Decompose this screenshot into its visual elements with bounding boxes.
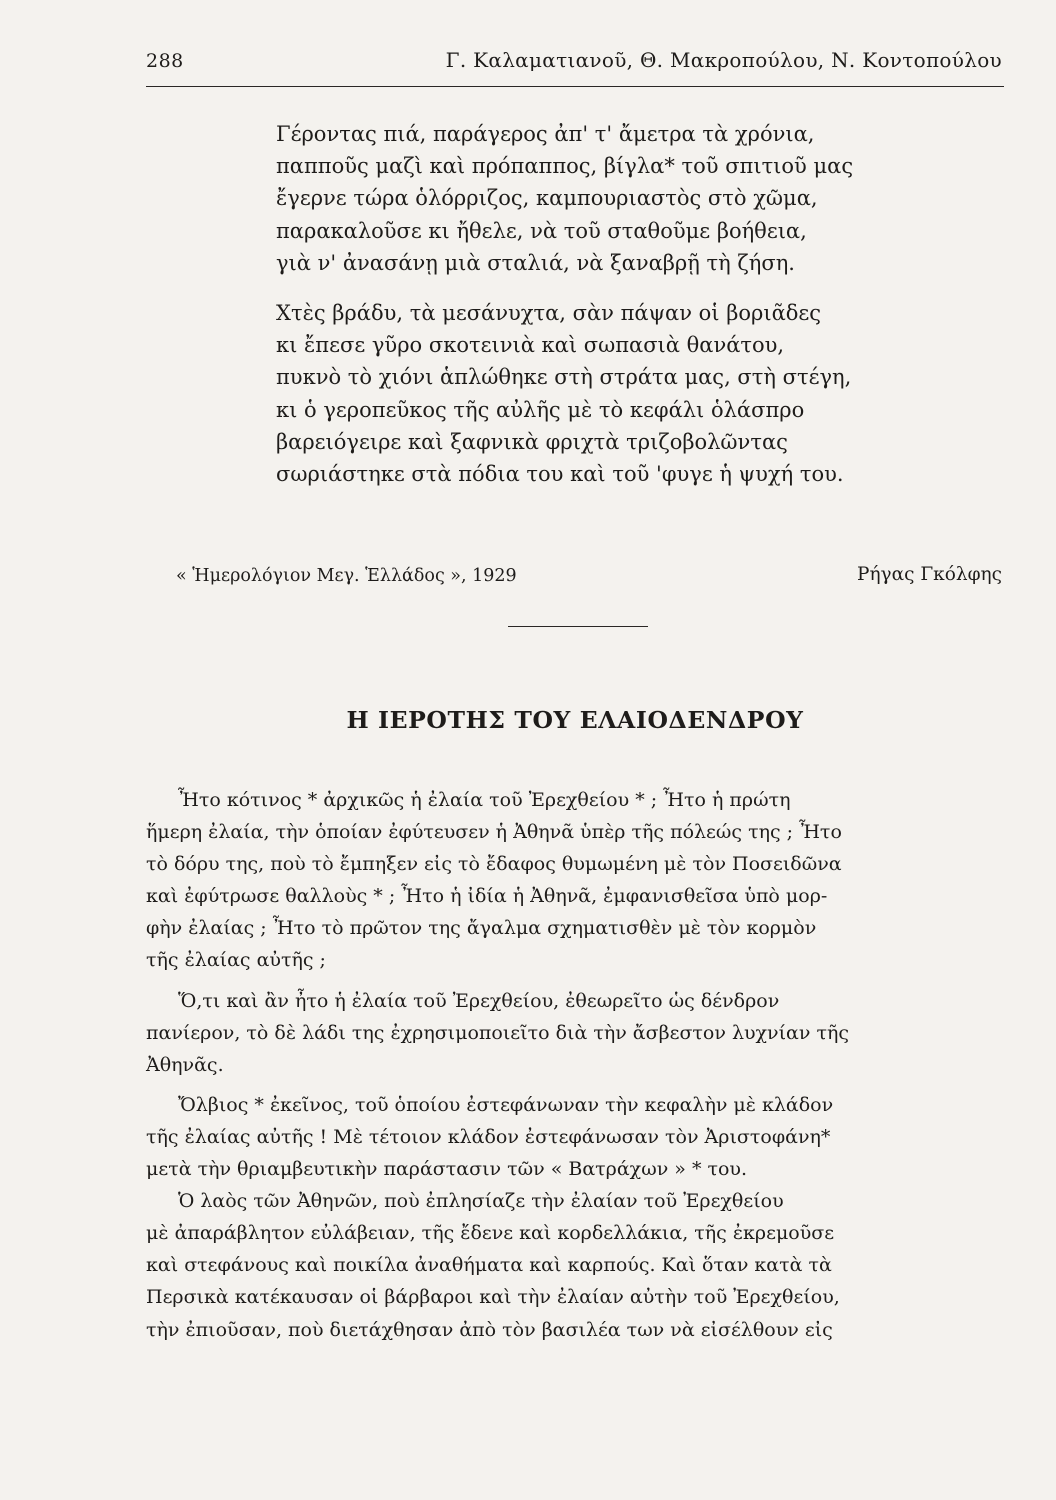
paragraph-2 xyxy=(146,985,1014,1081)
poem-verse: παρακαλοῦσε κι ἤθελε, νὰ τοῦ σταθοῦμε βοήθεια, xyxy=(276,218,807,243)
poem-attribution xyxy=(176,566,1002,596)
poem-verse: Γέροντας πιά, παράγερος ἀπ' τ' ἄμετρα τὰ χρόνια, xyxy=(276,122,815,146)
poem-verse: ἔγερνε τώρα ὁλόρριζος, καμπουριαστὸς στὸ χῶμα, xyxy=(276,186,818,211)
paragraph-line: καὶ στεφάνους καὶ ποικίλα ἀναθήματα καὶ καρπούς. Καὶ ὅταν κατὰ τὰ xyxy=(146,1254,832,1277)
paragraph-line: Ἦτο κότινος * ἀρχικῶς ἡ ἐλαία τοῦ Ἐρεχθείου * ; Ἦτο ἡ πρώτη xyxy=(178,789,791,811)
paragraph-line: τὸ δόρυ της, ποὺ τὸ ἔμπηξεν εἰς τὸ ἔδαφος θυμωμένη μὲ τὸν Ποσειδῶνα xyxy=(146,853,842,876)
running-title: Γ. Καλαματιανοῦ, Θ. Μακροπούλου, Ν. Κοντοπούλου xyxy=(445,48,1002,72)
paragraph-line: καὶ ἐφύτρωσε θαλλοὺς * ; Ἦτο ἡ ἰδία ἡ Ἀθηνᾶ, ἐμφανισθεῖσα ὑπὸ μορ- xyxy=(146,885,828,908)
paragraph-line: φὴν ἐλαίας ; Ἦτο τὸ πρῶτον της ἄγαλμα σχηματισθὲν μὲ τὸν κορμὸν xyxy=(146,917,817,940)
poem-verse: σωριάστηκε στὰ πόδια του καὶ τοῦ 'φυγε ἡ ψυχή του. xyxy=(276,461,844,486)
poem-verse: κι ὁ γεροπεῦκος τῆς αὐλῆς μὲ τὸ κεφάλι ὁλάσπρο xyxy=(276,397,805,422)
poem-verse: Χτὲς βράδυ, τὰ μεσάνυχτα, σὰν πάψαν οἱ βοριᾶδες xyxy=(276,300,822,325)
paragraph-3 xyxy=(146,1089,1014,1185)
paragraph-line: ἥμερη ἐλαία, τὴν ὁποίαν ἐφύτευσεν ἡ Ἀθηνᾶ ὑπὲρ τῆς πόλεώς της ; Ἦτο xyxy=(146,821,842,844)
poem-verse: γιὰ ν' ἀνασάνῃ μιὰ σταλιά, νὰ ξαναβρῇ τὴ ζήση. xyxy=(276,250,795,275)
section-title: Η ΙΕΡΟΤΗΣ ΤΟΥ ΕΛΑΙΟΔΕΝΔΡΟΥ xyxy=(346,706,804,734)
poem-verse: βαρειόγειρε καὶ ξαφνικὰ φριχτὰ τριζοβολῶντας xyxy=(276,429,788,454)
paragraph-line: τῆς ἐλαίας αὐτῆς ; xyxy=(146,949,326,972)
paragraph-line: τὴν ἐπιοῦσαν, ποὺ διετάχθησαν ἀπὸ τὸν βασιλέα των νὰ εἰσέλθουν εἰς xyxy=(146,1318,833,1341)
paragraph-line: Ὁ λαὸς τῶν Ἀθηνῶν, ποὺ ἐπλησίαζε τὴν ἐλαίαν τοῦ Ἐρεχθείου xyxy=(178,1190,784,1213)
poem-verse: παπποῦς μαζὶ καὶ πρόπαππος, βίγλα* τοῦ σπιτιοῦ μας xyxy=(276,154,854,179)
poem-stanza-2 xyxy=(276,297,996,490)
paragraph-line: Ἀθηνᾶς. xyxy=(146,1053,224,1076)
poem-author: Ρήγας Γκόλφης xyxy=(857,564,1002,585)
poem-stanza-1 xyxy=(276,118,996,279)
paragraph-line: Περσικὰ κατέκαυσαν οἱ βάρβαροι καὶ τὴν ἐλαίαν αὐτὴν τοῦ Ἐρεχθείου, xyxy=(146,1286,840,1309)
header-rule xyxy=(146,86,1004,87)
poem-verse: κι ἔπεσε γῦρο σκοτεινιὰ καὶ σωπασιὰ θανάτου, xyxy=(276,333,785,358)
page-number: 288 xyxy=(146,50,184,72)
section-body xyxy=(146,784,1014,1346)
paragraph-line: Ὅ,τι καὶ ἂν ἦτο ἡ ἐλαία τοῦ Ἐρεχθείου, ἐθεωρεῖτο ὡς δένδρον xyxy=(178,989,780,1012)
paragraph-line: πανίερον, τὸ δὲ λάδι της ἐχρησιμοποιεῖτο διὰ τὴν ἄσβεστον λυχνίαν τῆς xyxy=(146,1021,850,1044)
paragraph-4 xyxy=(146,1185,1014,1345)
paragraph-line: Ὄλβιος * ἐκεῖνος, τοῦ ὁποίου ἐστεφάνωναν τὴν κεφαλὴν μὲ κλάδον xyxy=(178,1093,834,1116)
paragraph-line: μὲ ἀπαράβλητον εὐλάβειαν, τῆς ἔδενε καὶ κορδελλάκια, τῆς ἐκρεμοῦσε xyxy=(146,1222,835,1245)
poem-source: « Ἡμερολόγιον Μεγ. Ἑλλάδος », 1929 xyxy=(176,566,517,586)
paragraph-line: μετὰ τὴν θριαμβευτικὴν παράστασιν τῶν « Βατράχων » * του. xyxy=(146,1158,748,1181)
running-header xyxy=(146,46,1004,86)
poem-verse: πυκνὸ τὸ χιόνι ἁπλώθηκε στὴ στράτα μας, στὴ στέγη, xyxy=(276,365,852,390)
section-divider xyxy=(508,626,648,627)
paragraph-1 xyxy=(146,784,1014,977)
paragraph-line: τῆς ἐλαίας αὐτῆς ! Μὲ τέτοιον κλάδον ἐστεφάνωσαν τὸν Ἀριστοφάνη* xyxy=(146,1125,831,1148)
poem xyxy=(276,118,996,490)
